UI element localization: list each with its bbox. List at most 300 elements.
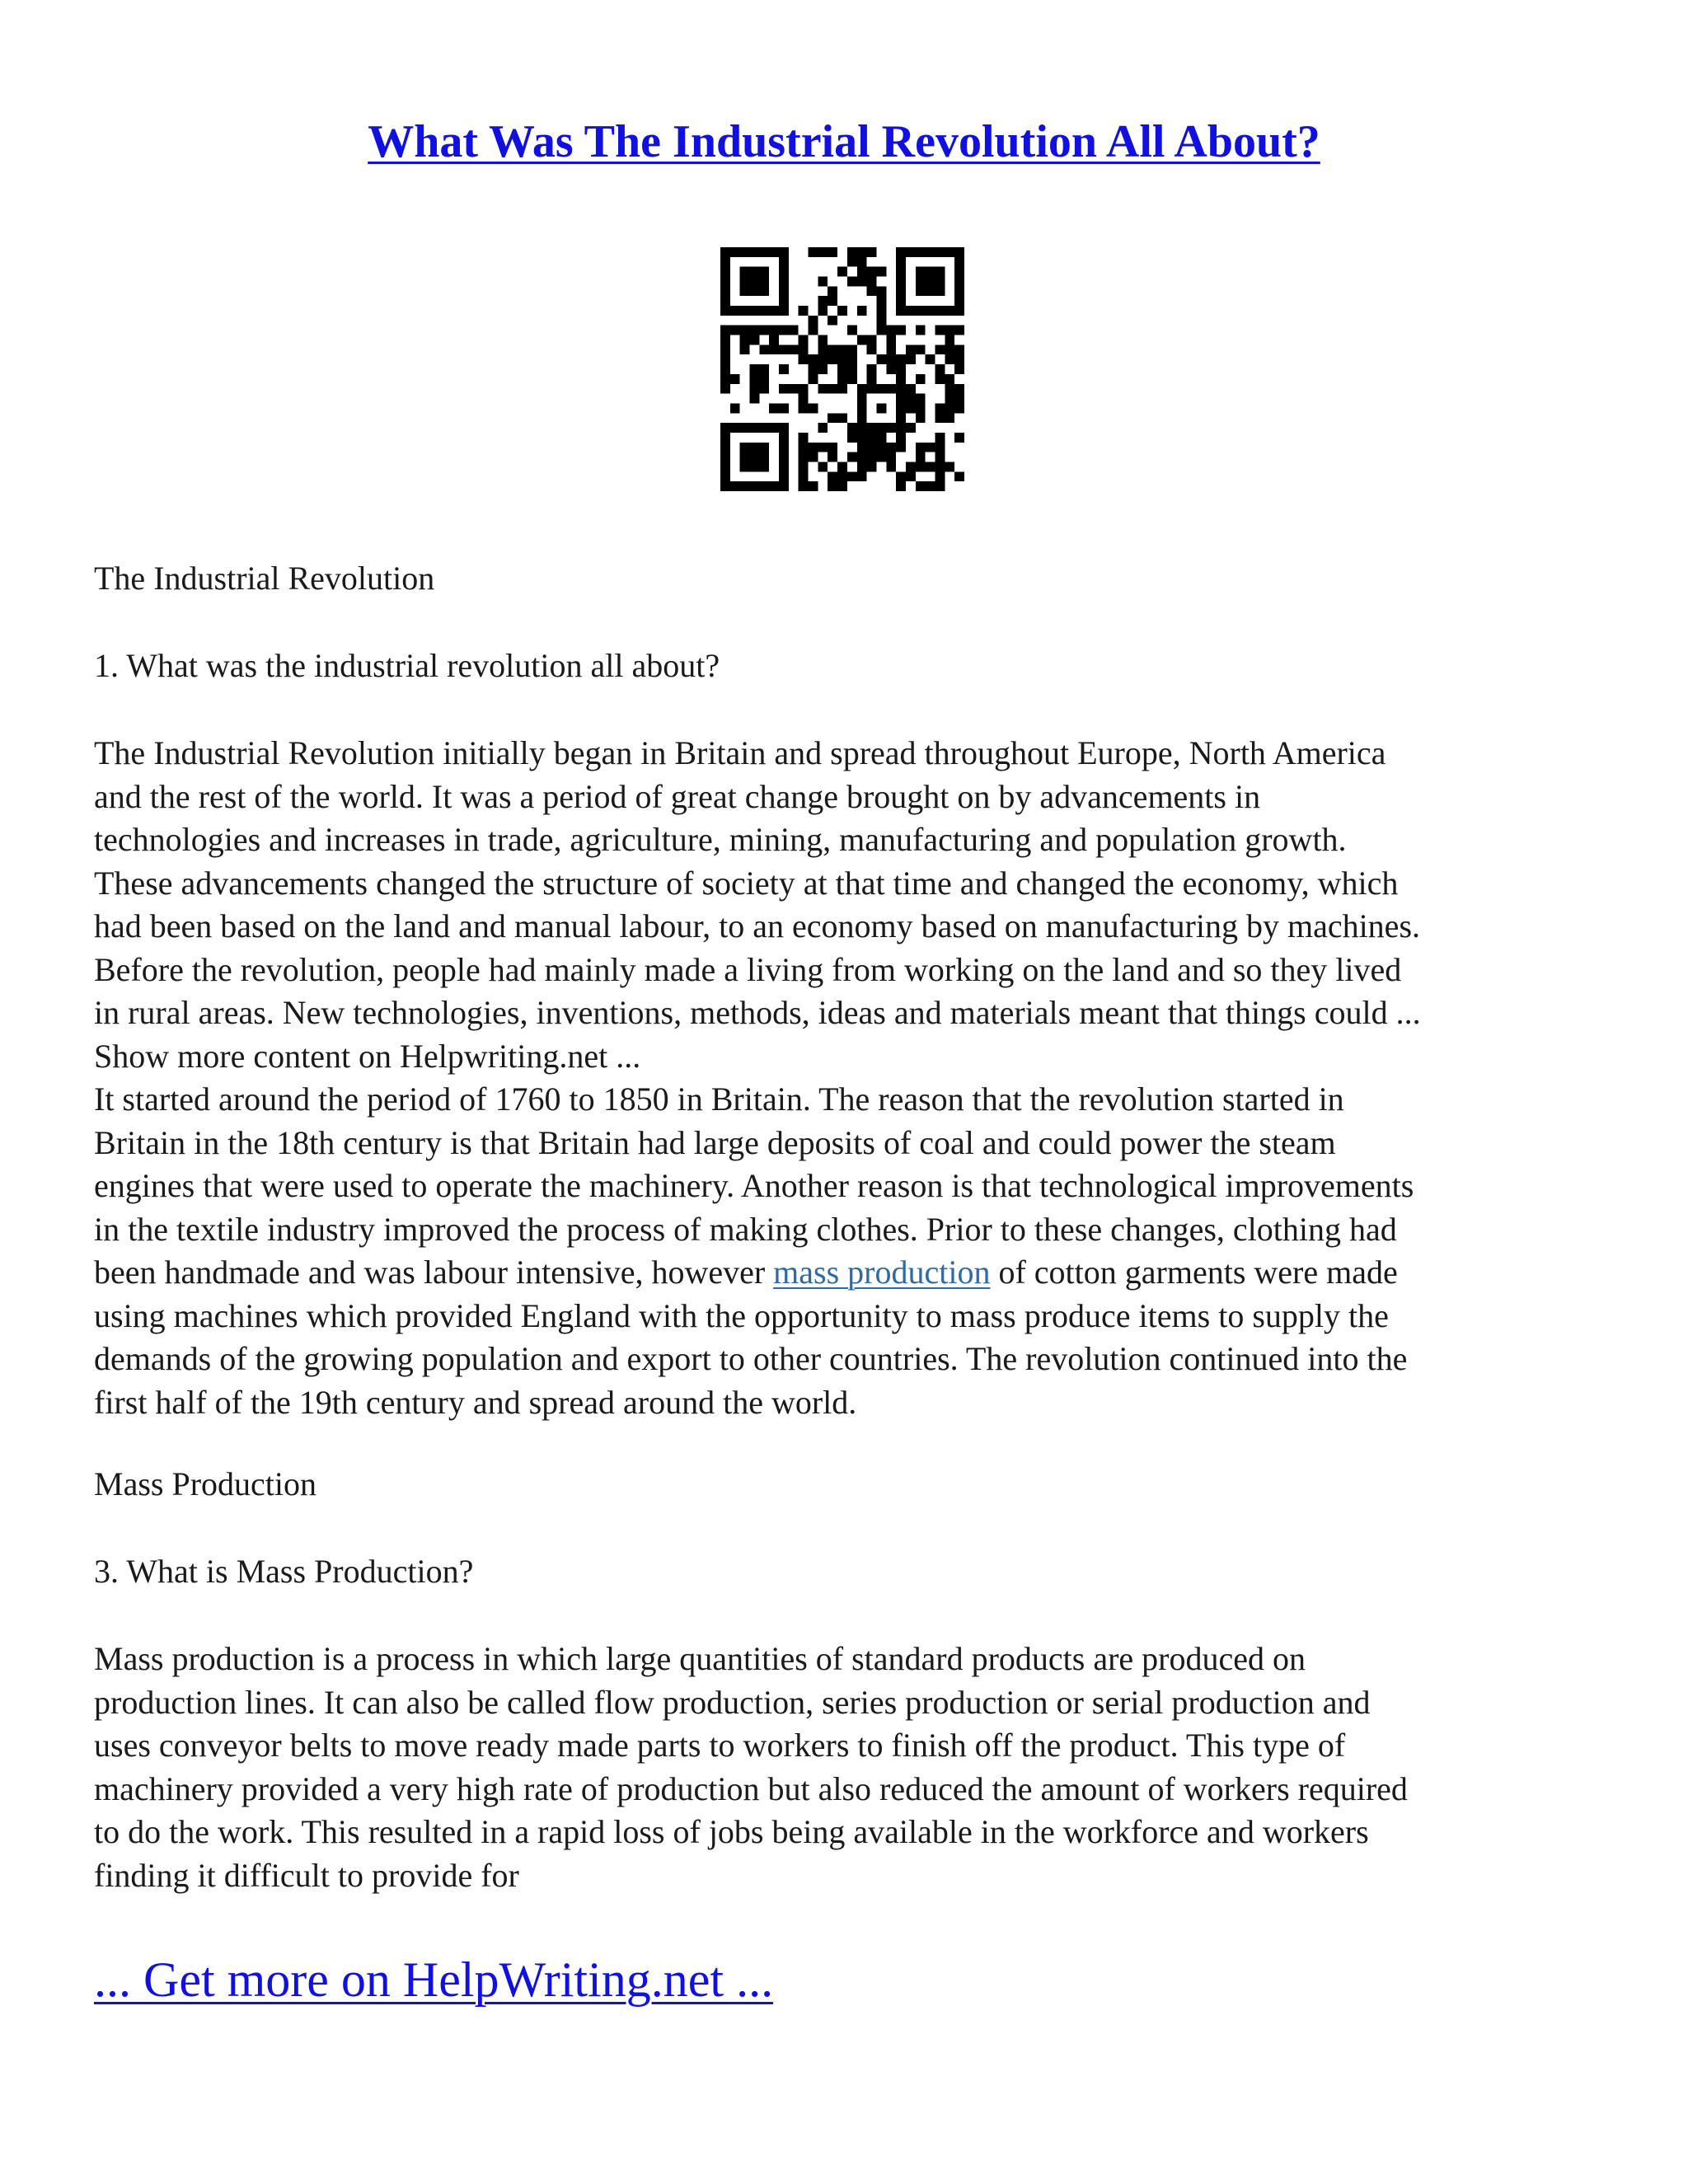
qr-module bbox=[837, 374, 847, 384]
qr-module bbox=[799, 384, 809, 394]
qr-module bbox=[876, 443, 886, 452]
qr-module bbox=[799, 403, 809, 413]
qr-module bbox=[847, 433, 857, 443]
qr-module bbox=[779, 296, 789, 306]
qr-module bbox=[847, 344, 857, 354]
qr-module bbox=[886, 423, 896, 433]
qr-module bbox=[769, 335, 779, 345]
qr-module bbox=[896, 257, 906, 267]
qr-module bbox=[740, 247, 750, 257]
qr-module bbox=[779, 423, 789, 433]
qr-module bbox=[799, 344, 809, 354]
qr-module bbox=[750, 384, 760, 394]
qr-module bbox=[720, 462, 730, 471]
qr-module bbox=[818, 247, 828, 257]
qr-code-image bbox=[720, 247, 964, 491]
qr-module bbox=[896, 364, 906, 374]
qr-module bbox=[750, 423, 760, 433]
qr-module bbox=[720, 267, 730, 277]
qr-module bbox=[916, 481, 926, 491]
qr-module bbox=[954, 384, 964, 394]
qr-module bbox=[818, 277, 828, 287]
qr-module bbox=[867, 364, 877, 374]
qr-module bbox=[847, 354, 857, 364]
qr-module bbox=[926, 267, 935, 277]
qr-module bbox=[750, 394, 760, 404]
qr-module bbox=[876, 403, 886, 413]
title-container bbox=[0, 115, 1688, 168]
qr-module bbox=[867, 433, 877, 443]
paragraph-line: in rural areas. New technologies, inventions, methods, ideas and materials meant that things could ... bbox=[94, 994, 1421, 1031]
qr-module bbox=[779, 247, 789, 257]
qr-module bbox=[837, 471, 847, 481]
qr-module bbox=[857, 257, 867, 267]
qr-module bbox=[916, 267, 926, 277]
qr-module bbox=[779, 443, 789, 452]
qr-module bbox=[809, 481, 818, 491]
qr-module bbox=[916, 413, 926, 423]
qr-module bbox=[809, 247, 818, 257]
qr-module bbox=[818, 354, 828, 364]
qr-module bbox=[926, 306, 935, 316]
qr-module bbox=[779, 257, 789, 267]
qr-module bbox=[896, 267, 906, 277]
qr-module bbox=[935, 452, 945, 462]
qr-module bbox=[896, 423, 906, 433]
qr-module bbox=[720, 471, 730, 481]
qr-module bbox=[935, 277, 945, 287]
qr-module bbox=[720, 423, 730, 433]
qr-module bbox=[809, 443, 818, 452]
qr-module bbox=[896, 326, 906, 335]
qr-module bbox=[876, 354, 886, 364]
qr-module bbox=[945, 354, 954, 364]
qr-module bbox=[954, 257, 964, 267]
qr-module bbox=[896, 481, 906, 491]
qr-module bbox=[954, 277, 964, 287]
qr-module bbox=[759, 481, 769, 491]
qr-module bbox=[720, 344, 730, 354]
qr-module bbox=[857, 247, 867, 257]
qr-module bbox=[857, 433, 867, 443]
qr-module bbox=[730, 326, 740, 335]
qr-module bbox=[730, 247, 740, 257]
qr-module bbox=[769, 326, 779, 335]
qr-module bbox=[945, 403, 954, 413]
qr-module bbox=[935, 403, 945, 413]
paragraph-line: Mass production is a process in which large quantities of standard products are produced on bbox=[94, 1640, 1306, 1677]
qr-module bbox=[916, 277, 926, 287]
qr-module bbox=[896, 413, 906, 423]
qr-module bbox=[886, 462, 896, 471]
qr-module bbox=[750, 443, 760, 452]
qr-module bbox=[867, 452, 877, 462]
qr-module bbox=[916, 306, 926, 316]
qr-module bbox=[720, 335, 730, 345]
qr-module bbox=[867, 443, 877, 452]
qr-module bbox=[857, 471, 867, 481]
qr-module bbox=[789, 326, 799, 335]
paragraph-line: first half of the 19th century and spread around the world. bbox=[94, 1383, 857, 1421]
qr-module bbox=[916, 462, 926, 471]
paragraph-line: The Industrial Revolution initially began in Britain and spread throughout Europe, North America bbox=[94, 734, 1386, 771]
qr-module bbox=[847, 326, 857, 335]
qr-module bbox=[945, 394, 954, 404]
qr-module bbox=[945, 462, 954, 471]
qr-module bbox=[954, 394, 964, 404]
qr-module bbox=[809, 374, 818, 384]
page-title-link[interactable]: What Was The Industrial Revolution All About? bbox=[368, 116, 1320, 167]
qr-module bbox=[809, 354, 818, 364]
qr-module bbox=[847, 374, 857, 384]
qr-module bbox=[926, 462, 935, 471]
qr-module bbox=[720, 296, 730, 306]
qr-module bbox=[720, 481, 730, 491]
qr-module bbox=[799, 433, 809, 443]
qr-module bbox=[916, 374, 926, 384]
paragraph-line: using machines which provided England with the opportunity to mass produce items to supply the bbox=[94, 1296, 1389, 1334]
qr-module bbox=[769, 247, 779, 257]
qr-module bbox=[720, 443, 730, 452]
qr-module bbox=[876, 306, 886, 316]
qr-module bbox=[867, 374, 877, 384]
qr-module bbox=[750, 326, 760, 335]
qr-module bbox=[779, 462, 789, 471]
qr-module bbox=[779, 267, 789, 277]
qr-module bbox=[926, 247, 935, 257]
qr-module bbox=[740, 344, 750, 354]
qr-module bbox=[828, 481, 837, 491]
qr-module bbox=[886, 452, 896, 462]
qr-module bbox=[740, 335, 750, 345]
qr-module bbox=[857, 306, 867, 316]
qr-module bbox=[896, 296, 906, 306]
paragraph-line: engines that were used to operate the machinery. Another reason is that technological improvements bbox=[94, 1167, 1414, 1204]
qr-module bbox=[818, 384, 828, 394]
paragraph-mass-production bbox=[94, 1638, 1611, 1897]
qr-module bbox=[799, 306, 809, 316]
qr-module bbox=[779, 452, 789, 462]
qr-module bbox=[926, 277, 935, 287]
qr-module bbox=[740, 306, 750, 316]
qr-module bbox=[945, 374, 954, 384]
qr-module bbox=[720, 354, 730, 364]
qr-module bbox=[954, 267, 964, 277]
qr-module bbox=[847, 364, 857, 374]
qr-module bbox=[759, 384, 769, 394]
qr-module bbox=[867, 423, 877, 433]
qr-module bbox=[799, 481, 809, 491]
qr-module bbox=[945, 326, 954, 335]
qr-module bbox=[954, 344, 964, 354]
qr-module bbox=[847, 247, 857, 257]
qr-module bbox=[750, 374, 760, 384]
qr-module bbox=[799, 452, 809, 462]
qr-module bbox=[906, 462, 916, 471]
qr-module bbox=[759, 247, 769, 257]
paragraph-line: These advancements changed the structure of society at that time and changed the economy, which bbox=[94, 864, 1399, 902]
paragraph-line: in the textile industry improved the process of making clothes. Prior to these changes, clothing had bbox=[94, 1210, 1397, 1248]
qr-module bbox=[876, 267, 886, 277]
qr-module bbox=[886, 326, 896, 335]
qr-module bbox=[945, 344, 954, 354]
qr-module bbox=[828, 344, 837, 354]
qr-module bbox=[837, 384, 847, 394]
mass-production-link[interactable]: mass production bbox=[773, 1254, 991, 1291]
qr-module bbox=[935, 462, 945, 471]
qr-module bbox=[809, 452, 818, 462]
qr-module bbox=[740, 326, 750, 335]
qr-module bbox=[837, 481, 847, 491]
qr-module bbox=[857, 335, 867, 345]
qr-module bbox=[759, 452, 769, 462]
qr-module bbox=[935, 306, 945, 316]
qr-module bbox=[750, 364, 760, 374]
question-text: 1. What was the industrial revolution all about? bbox=[94, 647, 720, 684]
qr-module bbox=[847, 257, 857, 267]
qr-module bbox=[740, 277, 750, 287]
show-more-line: Show more content on Helpwriting.net ... bbox=[94, 1037, 641, 1075]
qr-module bbox=[779, 433, 789, 443]
qr-module bbox=[818, 443, 828, 452]
qr-module bbox=[954, 296, 964, 306]
paragraph-line: to do the work. This resulted in a rapid loss of jobs being available in the workforce and workers bbox=[94, 1813, 1369, 1850]
qr-module bbox=[759, 344, 769, 354]
qr-module bbox=[769, 306, 779, 316]
qr-module bbox=[799, 394, 809, 404]
qr-module bbox=[926, 481, 935, 491]
qr-module bbox=[759, 462, 769, 471]
qr-module bbox=[876, 423, 886, 433]
paragraph-line: technologies and increases in trade, agriculture, mining, manufacturing and population growth. bbox=[94, 821, 1347, 858]
qr-module bbox=[857, 452, 867, 462]
qr-module bbox=[750, 247, 760, 257]
qr-module bbox=[779, 384, 789, 394]
qr-module bbox=[720, 433, 730, 443]
qr-module bbox=[906, 247, 916, 257]
paragraph-line: uses conveyor belts to move ready made parts to workers to finish off the product. This type of bbox=[94, 1727, 1346, 1764]
qr-module bbox=[759, 277, 769, 287]
paragraph-line-with-link bbox=[94, 1251, 1611, 1295]
qr-module bbox=[799, 462, 809, 471]
qr-module bbox=[837, 413, 847, 423]
qr-module bbox=[896, 354, 906, 364]
qr-module bbox=[750, 481, 760, 491]
qr-module bbox=[935, 326, 945, 335]
section-heading-text: The Industrial Revolution bbox=[94, 560, 435, 597]
qr-module bbox=[740, 286, 750, 296]
qr-module bbox=[720, 257, 730, 267]
qr-module bbox=[779, 286, 789, 296]
qr-module bbox=[789, 384, 799, 394]
line-text-after-link: of cotton garments were made bbox=[990, 1254, 1398, 1291]
paragraph-industrial-revolution bbox=[94, 732, 1611, 1424]
qr-module bbox=[906, 394, 916, 404]
section-heading-mass-production bbox=[94, 1463, 1611, 1507]
qr-module bbox=[935, 374, 945, 384]
qr-module bbox=[828, 413, 837, 423]
qr-module bbox=[867, 462, 877, 471]
qr-module bbox=[818, 306, 828, 316]
qr-module bbox=[809, 403, 818, 413]
section-heading-industrial-revolution bbox=[94, 557, 1611, 601]
paragraph-line: demands of the growing population and export to other countries. The revolution continued into the bbox=[94, 1340, 1408, 1377]
qr-module bbox=[779, 471, 789, 481]
qr-module bbox=[750, 335, 760, 345]
qr-module bbox=[857, 267, 867, 277]
qr-module bbox=[720, 326, 730, 335]
qr-module bbox=[896, 471, 906, 481]
qr-module bbox=[876, 452, 886, 462]
get-more-link[interactable]: ... Get more on HelpWriting.net ... bbox=[94, 1952, 774, 2007]
paragraph-line: machinery provided a very high rate of production but also reduced the amount of workers required bbox=[94, 1769, 1408, 1807]
qr-module bbox=[906, 306, 916, 316]
qr-module bbox=[916, 403, 926, 413]
qr-module bbox=[876, 286, 886, 296]
qr-module bbox=[779, 403, 789, 413]
qr-module bbox=[896, 286, 906, 296]
qr-module bbox=[857, 443, 867, 452]
qr-module bbox=[857, 462, 867, 471]
qr-module bbox=[818, 335, 828, 345]
paragraph-line: and the rest of the world. It was a period of great change brought on by advancements in bbox=[94, 777, 1261, 815]
qr-module bbox=[818, 462, 828, 471]
qr-module bbox=[857, 403, 867, 413]
qr-module bbox=[828, 452, 837, 462]
qr-module bbox=[828, 471, 837, 481]
qr-module bbox=[799, 443, 809, 452]
qr-module bbox=[720, 374, 730, 384]
qr-module bbox=[935, 413, 945, 423]
qr-module bbox=[896, 394, 906, 404]
qr-module bbox=[926, 443, 935, 452]
qr-module bbox=[857, 384, 867, 394]
question-3 bbox=[94, 1550, 1611, 1594]
qr-module bbox=[828, 296, 837, 306]
qr-module bbox=[837, 364, 847, 374]
qr-module bbox=[896, 403, 906, 413]
qr-module bbox=[837, 462, 847, 471]
qr-module bbox=[740, 423, 750, 433]
qr-module bbox=[818, 423, 828, 433]
qr-module bbox=[740, 481, 750, 491]
qr-module bbox=[740, 462, 750, 471]
qr-module bbox=[750, 306, 760, 316]
paragraph-line: finding it difficult to provide for bbox=[94, 1856, 519, 1894]
qr-module bbox=[828, 354, 837, 364]
qr-module bbox=[867, 335, 877, 345]
qr-module bbox=[759, 267, 769, 277]
qr-module bbox=[818, 296, 828, 306]
qr-module bbox=[809, 326, 818, 335]
qr-module bbox=[886, 364, 896, 374]
qr-module bbox=[837, 267, 847, 277]
qr-module bbox=[769, 423, 779, 433]
qr-module bbox=[740, 452, 750, 462]
qr-module bbox=[935, 364, 945, 374]
qr-module bbox=[945, 306, 954, 316]
qr-module bbox=[867, 344, 877, 354]
qr-module bbox=[779, 481, 789, 491]
section-heading-text: Mass Production bbox=[94, 1465, 316, 1502]
qr-module bbox=[779, 364, 789, 374]
qr-module bbox=[779, 326, 789, 335]
qr-module bbox=[799, 471, 809, 481]
qr-module bbox=[828, 316, 837, 326]
qr-module bbox=[769, 481, 779, 491]
qr-module bbox=[779, 306, 789, 316]
paragraph-line: production lines. It can also be called flow production, series production or serial production and bbox=[94, 1683, 1371, 1721]
qr-module bbox=[916, 286, 926, 296]
qr-module bbox=[886, 384, 896, 394]
qr-module bbox=[916, 344, 926, 354]
qr-module bbox=[818, 344, 828, 354]
qr-module bbox=[886, 443, 896, 452]
paragraph-line: Britain in the 18th century is that Britain had large deposits of coal and could power the steam bbox=[94, 1123, 1336, 1161]
qr-module bbox=[867, 247, 877, 257]
qr-module bbox=[954, 306, 964, 316]
qr-module bbox=[857, 423, 867, 433]
qr-module bbox=[906, 384, 916, 394]
qr-module bbox=[896, 306, 906, 316]
qr-module bbox=[935, 344, 945, 354]
line-text-before-link: been handmade and was labour intensive, however bbox=[94, 1254, 774, 1291]
qr-module bbox=[769, 344, 779, 354]
qr-module bbox=[799, 354, 809, 364]
qr-module bbox=[935, 267, 945, 277]
qr-module bbox=[750, 286, 760, 296]
qr-module bbox=[954, 471, 964, 481]
qr-module bbox=[945, 413, 954, 423]
qr-module bbox=[720, 452, 730, 462]
qr-module bbox=[779, 277, 789, 287]
qr-module bbox=[906, 403, 916, 413]
qr-module bbox=[886, 344, 896, 354]
qr-module bbox=[916, 394, 926, 404]
qr-module bbox=[896, 384, 906, 394]
qr-module bbox=[730, 481, 740, 491]
qr-module bbox=[896, 277, 906, 287]
qr-module bbox=[720, 286, 730, 296]
qr-module bbox=[916, 326, 926, 335]
qr-module bbox=[828, 247, 837, 257]
qr-module bbox=[945, 247, 954, 257]
qr-module bbox=[837, 306, 847, 316]
qr-module bbox=[750, 277, 760, 287]
qr-module bbox=[876, 316, 886, 326]
paragraph-line: Before the revolution, people had mainly made a living from working on the land and so they lived bbox=[94, 950, 1402, 988]
qr-module bbox=[954, 286, 964, 296]
qr-module bbox=[945, 384, 954, 394]
qr-module bbox=[730, 374, 740, 384]
qr-module bbox=[837, 344, 847, 354]
qr-module bbox=[896, 247, 906, 257]
qr-module bbox=[876, 384, 886, 394]
qr-module bbox=[720, 384, 730, 394]
qr-module bbox=[857, 394, 867, 404]
qr-module bbox=[935, 286, 945, 296]
qr-module bbox=[926, 286, 935, 296]
question-1 bbox=[94, 644, 1611, 688]
qr-module bbox=[857, 413, 867, 423]
qr-module bbox=[837, 354, 847, 364]
qr-module bbox=[720, 277, 730, 287]
qr-module bbox=[720, 247, 730, 257]
qr-module bbox=[906, 471, 916, 481]
paragraph-line: had been based on the land and manual labour, to an economy based on manufacturing by machines. bbox=[94, 907, 1421, 944]
qr-module bbox=[916, 452, 926, 462]
qr-module bbox=[935, 433, 945, 443]
